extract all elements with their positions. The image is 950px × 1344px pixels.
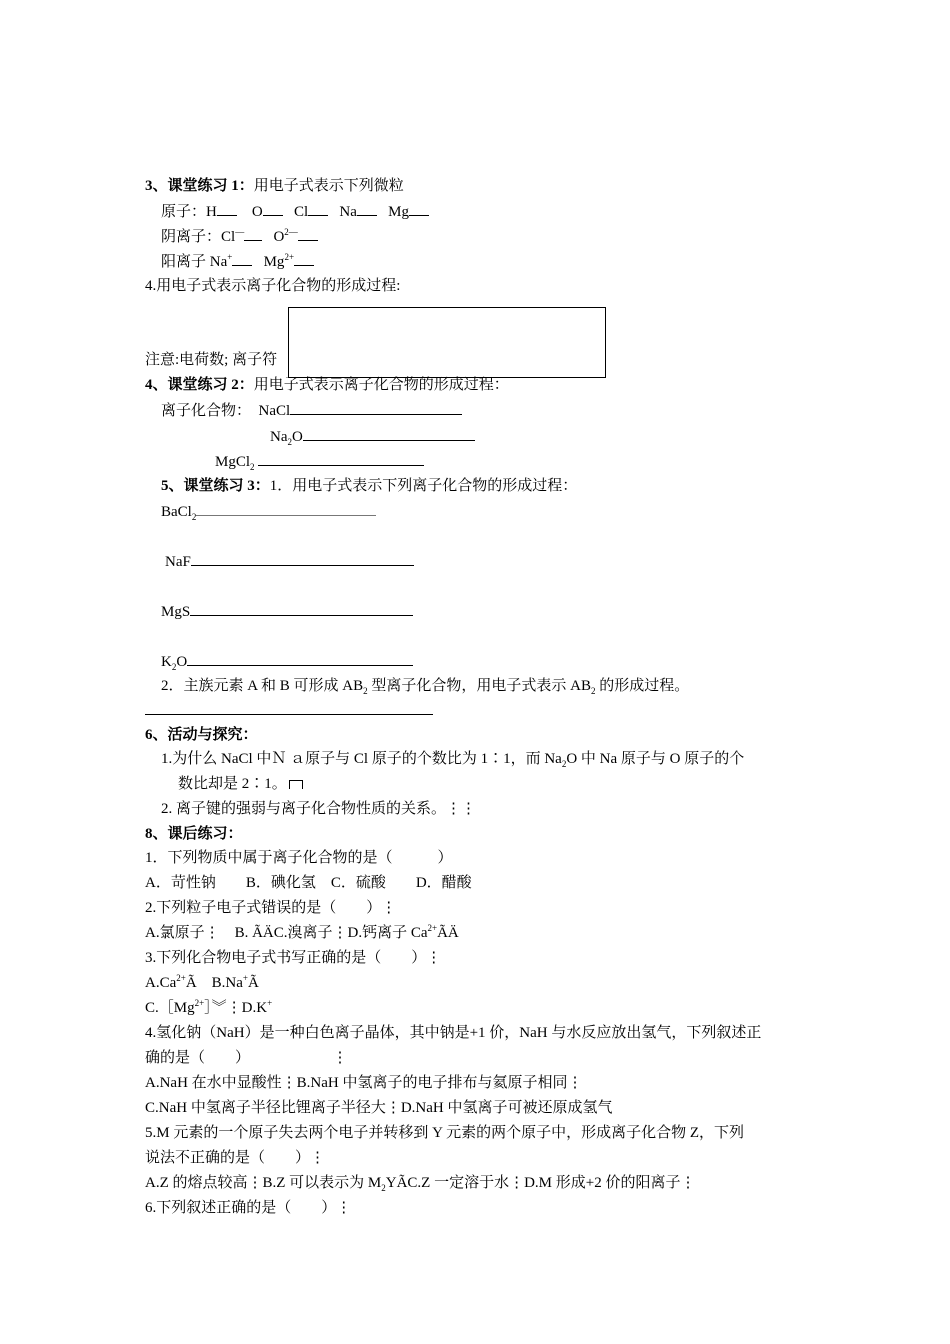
charge: — (235, 227, 245, 237)
blank (294, 251, 314, 266)
s6-q1-cont (178, 774, 303, 794)
s8-line-1: 1．下列物质中属于离子化合物的是（ ） (145, 850, 453, 866)
subscript: 2 (381, 1183, 386, 1193)
atoms-label: 原子： (161, 204, 207, 220)
s8-text: YÃC.Z 一定溶于水⋮D.M 形成+2 价的阳离子⋮ (385, 1175, 696, 1191)
answer-line (145, 714, 433, 715)
blank (232, 251, 252, 266)
charge: + (267, 998, 273, 1008)
s8-line-7 (145, 998, 272, 1018)
s8-line-3: 2.下列粒子电子式错误的是（ ）⋮ (145, 900, 397, 916)
mgcl2-line (215, 451, 424, 472)
subscript: 2 (191, 512, 197, 522)
blank (258, 451, 424, 466)
cation-mg: Mg (263, 254, 285, 270)
s8-line-2: A．苛性钠 B．碘化氢 C．硫酸 D．醋酸 (145, 875, 472, 891)
subscript: 2 (590, 686, 596, 696)
formula-na2o: Na (270, 429, 288, 445)
subscript: 2 (171, 662, 177, 672)
cations-line (161, 251, 314, 272)
section-5-line (161, 476, 577, 496)
s8-line-8: 4.氢化钠（NaH）是一种白色离子晶体，其中钠是+1 价，NaH 与水反应放出氢气，下列叙述正 (145, 1025, 762, 1041)
formula-mgs: MgS (161, 604, 191, 620)
charge: 2+ (284, 252, 295, 262)
anions-label: 阴离子： (161, 229, 222, 245)
blank (244, 226, 262, 241)
section-6-heading: 6、活动与探究： (145, 727, 258, 743)
q2-text: 2．主族元素 A 和 B 可形成 AB (161, 678, 364, 694)
s8-text: Ã (247, 975, 259, 991)
s8-text: C.［Mg (145, 1000, 195, 1016)
s6-q1-line (161, 749, 744, 769)
blank (263, 201, 283, 216)
s8-line-11: C.NaH 中氢离子半径比锂离子半径大⋮D.NaH 中氢离子可被还原成氢气 (145, 1100, 613, 1116)
atom-h: H (206, 204, 217, 220)
anions-line (161, 226, 318, 247)
s8-text: ］︾⋮D.K (204, 1000, 268, 1016)
charge: 2+ (427, 923, 438, 933)
s6-q1-text: 1.为什么 NaCl 中Ｎ ａ原子与 Cl 原子的个数比为 1∶1，而 Na (161, 751, 562, 767)
atom-mg: Mg (388, 204, 409, 220)
anion-o: O (273, 229, 285, 245)
s8-line-10: A.NaH 在水中显酸性⋮B.NaH 中氢离子的电子排布与氦原子相同⋮ (145, 1075, 583, 1091)
section-4-heading: 4、课堂练习 2： (145, 377, 254, 393)
atom-o: O (251, 204, 263, 220)
s8-line-15: 6.下列叙述正确的是（ ）⋮ (145, 1200, 352, 1216)
section-4-text: 用电子式表示离子化合物的形成过程： (253, 377, 509, 393)
s8-text: ÃÄ (437, 925, 459, 941)
s6-q1-text: 数比却是 2∶1。 (178, 776, 287, 792)
section-4-line (145, 375, 509, 395)
charge: 2+ (194, 998, 205, 1008)
atom-cl: Cl (293, 204, 309, 220)
cation-na: Na (209, 254, 228, 270)
naf-line (165, 551, 414, 572)
s8-line-14 (145, 1173, 695, 1193)
k2o-line (161, 651, 413, 672)
section-8-heading: 8、课后练习： (145, 826, 243, 842)
charge: 2— (284, 227, 298, 237)
blank (217, 201, 237, 216)
ionic-label: 离子化合物： (161, 403, 252, 419)
blank (187, 651, 413, 666)
anion-cl: Cl (221, 229, 236, 245)
q2-line (161, 676, 689, 696)
na2o-line (270, 426, 475, 447)
blank (308, 201, 328, 216)
section-3-line (145, 176, 404, 196)
s8-text: A.Z 的熔点较高⋮B.Z 可以表示为 M (145, 1175, 382, 1191)
charge: + (242, 973, 248, 983)
s8-line-12: 5.M 元素的一个原子失去两个电子并转移到 Y 元素的两个原子中，形成离子化合物 Z，下列 (145, 1125, 745, 1141)
atoms-line (161, 201, 429, 222)
s8-line-5: 3.下列化合物电子式书写正确的是（ ）⋮ (145, 950, 442, 966)
s6-q1-text: O 中 Na 原子与 O 原子的个 (566, 751, 745, 767)
bacl2-line (161, 501, 376, 522)
s8-line-13: 说法不正确的是（ ）⋮ (145, 1150, 326, 1166)
s8-line-6 (145, 973, 259, 993)
subscript: 2 (561, 759, 567, 769)
blank (357, 201, 377, 216)
subscript: 2 (363, 686, 368, 696)
blank (409, 201, 429, 216)
blank (196, 501, 376, 516)
s8-line-4 (145, 923, 459, 943)
s6-q2-line: 2. 离子键的强弱与离子化合物性质的关系。⋮⋮ (161, 801, 477, 817)
text-box (288, 307, 606, 378)
blank (190, 601, 413, 616)
blank (298, 226, 318, 241)
charge: 2+ (176, 973, 186, 983)
blank (303, 426, 475, 441)
nacl-line (161, 400, 462, 421)
mgs-line (161, 601, 413, 622)
formula-naf: NaF (165, 554, 191, 570)
s8-line-9: 确的是（ ） ⋮ (145, 1050, 348, 1066)
section-5-text: 1．用电子式表示下列离子化合物的形成过程： (269, 478, 578, 494)
s8-text: Ã B.Na (185, 975, 243, 991)
formula-nacl: NaCl (258, 403, 291, 419)
item-4-intro: 4.用电子式表示离子化合物的形成过程: (145, 278, 401, 294)
blank (191, 551, 414, 566)
subscript: 2 (250, 462, 255, 472)
cations-label: 阳离子 (161, 254, 210, 270)
s8-text: A.氯原子⋮ B. ÃÄC.溴离子⋮D.钙离子 Ca (145, 925, 428, 941)
blank (290, 400, 462, 415)
formula-bacl2: BaCl (161, 504, 192, 520)
subscript: 2 (287, 437, 292, 447)
section-3-heading: 3、课堂练习 1： (145, 178, 254, 194)
bracket-icon (289, 780, 303, 789)
q2-text: 型离子化合物，用电子式表示 AB (367, 678, 591, 694)
section-5-heading: 5、课堂练习 3： (161, 478, 270, 494)
formula-mgcl2: MgCl (215, 454, 251, 470)
charge: + (227, 252, 233, 262)
formula-part: O (292, 429, 303, 445)
s8-text: A.Ca (145, 975, 177, 991)
formula-k2o: K (161, 654, 172, 670)
q2-text: 的形成过程。 (595, 678, 690, 694)
formula-part: O (176, 654, 188, 670)
section-3-text: 用电子式表示下列微粒 (253, 178, 404, 194)
note-text: 注意:电荷数; 离子符 (145, 352, 278, 368)
atom-na: Na (339, 204, 357, 220)
